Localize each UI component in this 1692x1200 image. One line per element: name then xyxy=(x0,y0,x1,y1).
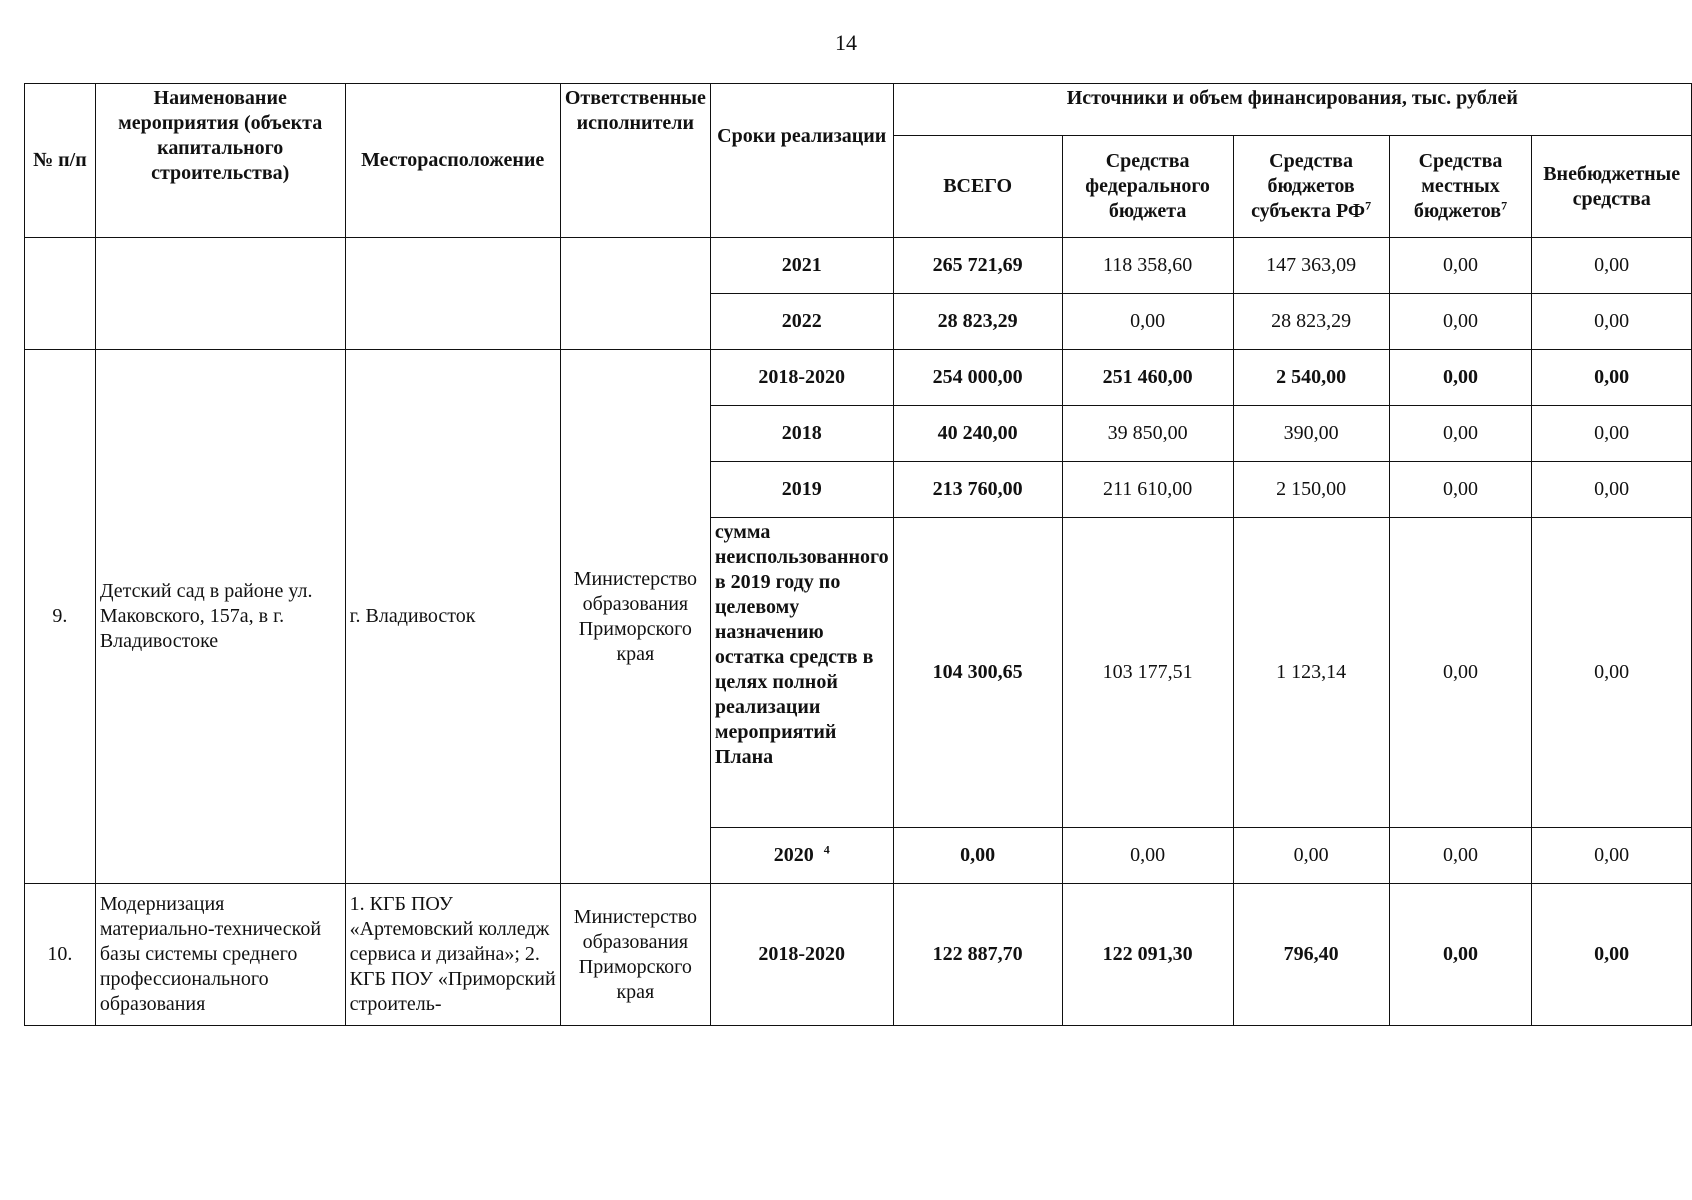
year-cell-unused-balance: сумма неиспользованного в 2019 году по целевому назначению остатка средств в целях полной реализации мероприятий Плана xyxy=(710,518,893,828)
header-responsible: Ответственные исполнители xyxy=(560,84,710,238)
subject-cell: 28 823,29 xyxy=(1233,294,1389,350)
total-cell: 254 000,00 xyxy=(893,350,1062,406)
header-subject-footnote: 7 xyxy=(1365,198,1372,213)
year-cell: 2019 xyxy=(710,462,893,518)
local-cell: 0,00 xyxy=(1389,406,1532,462)
subject-cell: 1 123,14 xyxy=(1233,518,1389,828)
federal-cell: 0,00 xyxy=(1062,828,1233,884)
total-cell: 0,00 xyxy=(893,828,1062,884)
header-terms: Сроки реализации xyxy=(710,84,893,238)
item-location: г. Владивосток xyxy=(345,350,560,884)
header-federal: Средства федерального бюджета xyxy=(1062,136,1233,238)
header-offbudget: Внебюджетные средства xyxy=(1532,136,1692,238)
total-cell: 40 240,00 xyxy=(893,406,1062,462)
offbudget-cell: 0,00 xyxy=(1532,884,1692,1026)
year-footnote: 4 xyxy=(823,842,830,857)
financing-table xyxy=(24,83,1692,1026)
prev-location-cell xyxy=(345,238,560,350)
federal-cell: 251 460,00 xyxy=(1062,350,1233,406)
offbudget-cell: 0,00 xyxy=(1532,462,1692,518)
header-local xyxy=(1389,136,1532,238)
header-num: № п/п xyxy=(25,84,96,238)
year-cell: 2021 xyxy=(710,238,893,294)
subject-cell: 390,00 xyxy=(1233,406,1389,462)
local-cell: 0,00 xyxy=(1389,238,1532,294)
header-subject-text: Средства бюджетов субъекта РФ xyxy=(1251,150,1366,222)
subject-cell: 0,00 xyxy=(1233,828,1389,884)
item-location: 1. КГБ ПОУ «Артемовский колледж сервиса и дизайна»; 2. КГБ ПОУ «Приморский строитель- xyxy=(345,884,560,1026)
year-cell: 2022 xyxy=(710,294,893,350)
total-cell: 213 760,00 xyxy=(893,462,1062,518)
local-cell: 0,00 xyxy=(1389,884,1532,1026)
offbudget-cell: 0,00 xyxy=(1532,294,1692,350)
offbudget-cell: 0,00 xyxy=(1532,238,1692,294)
local-cell: 0,00 xyxy=(1389,518,1532,828)
header-name: Наименование мероприятия (объекта капитального строительства) xyxy=(95,84,345,238)
federal-cell: 103 177,51 xyxy=(1062,518,1233,828)
table-row xyxy=(25,238,1692,294)
local-cell: 0,00 xyxy=(1389,294,1532,350)
prev-name-cell xyxy=(95,238,345,350)
local-cell: 0,00 xyxy=(1389,828,1532,884)
header-local-footnote: 7 xyxy=(1501,198,1508,213)
header-total: ВСЕГО xyxy=(893,136,1062,238)
subject-cell: 2 150,00 xyxy=(1233,462,1389,518)
item-num: 10. xyxy=(25,884,96,1026)
offbudget-cell: 0,00 xyxy=(1532,828,1692,884)
item-name: Детский сад в районе ул. Маковского, 157а, в г. Владивостоке xyxy=(95,350,345,884)
item-responsible: Министерство образования Приморского края xyxy=(560,350,710,884)
year-cell: 2018 xyxy=(710,406,893,462)
subject-cell: 147 363,09 xyxy=(1233,238,1389,294)
federal-cell: 122 091,30 xyxy=(1062,884,1233,1026)
total-cell: 104 300,65 xyxy=(893,518,1062,828)
local-cell: 0,00 xyxy=(1389,350,1532,406)
federal-cell: 39 850,00 xyxy=(1062,406,1233,462)
year-cell: 2018-2020 xyxy=(710,350,893,406)
year-cell xyxy=(710,828,893,884)
subject-cell: 796,40 xyxy=(1233,884,1389,1026)
table-row xyxy=(25,350,1692,406)
federal-cell: 0,00 xyxy=(1062,294,1233,350)
subject-cell: 2 540,00 xyxy=(1233,350,1389,406)
page-number: 14 xyxy=(835,30,857,55)
item-responsible: Министерство образования Приморского края xyxy=(560,884,710,1026)
federal-cell: 211 610,00 xyxy=(1062,462,1233,518)
year-cell: 2018-2020 xyxy=(710,884,893,1026)
header-subject xyxy=(1233,136,1389,238)
header-location: Месторасположение xyxy=(345,84,560,238)
total-cell: 122 887,70 xyxy=(893,884,1062,1026)
year-text: 2020 xyxy=(773,844,814,866)
item-name: Модернизация материально-технической базы системы среднего профессионального образования xyxy=(95,884,345,1026)
offbudget-cell: 0,00 xyxy=(1532,406,1692,462)
total-cell: 265 721,69 xyxy=(893,238,1062,294)
header-financing: Источники и объем финансирования, тыс. рублей xyxy=(893,84,1691,136)
local-cell: 0,00 xyxy=(1389,462,1532,518)
offbudget-cell: 0,00 xyxy=(1532,350,1692,406)
table-row xyxy=(25,884,1692,1026)
total-cell: 28 823,29 xyxy=(893,294,1062,350)
item-num: 9. xyxy=(25,350,96,884)
header-local-text: Средства местных бюджетов xyxy=(1413,150,1503,222)
prev-num-cell xyxy=(25,238,96,350)
offbudget-cell: 0,00 xyxy=(1532,518,1692,828)
prev-responsible-cell xyxy=(560,238,710,350)
federal-cell: 118 358,60 xyxy=(1062,238,1233,294)
